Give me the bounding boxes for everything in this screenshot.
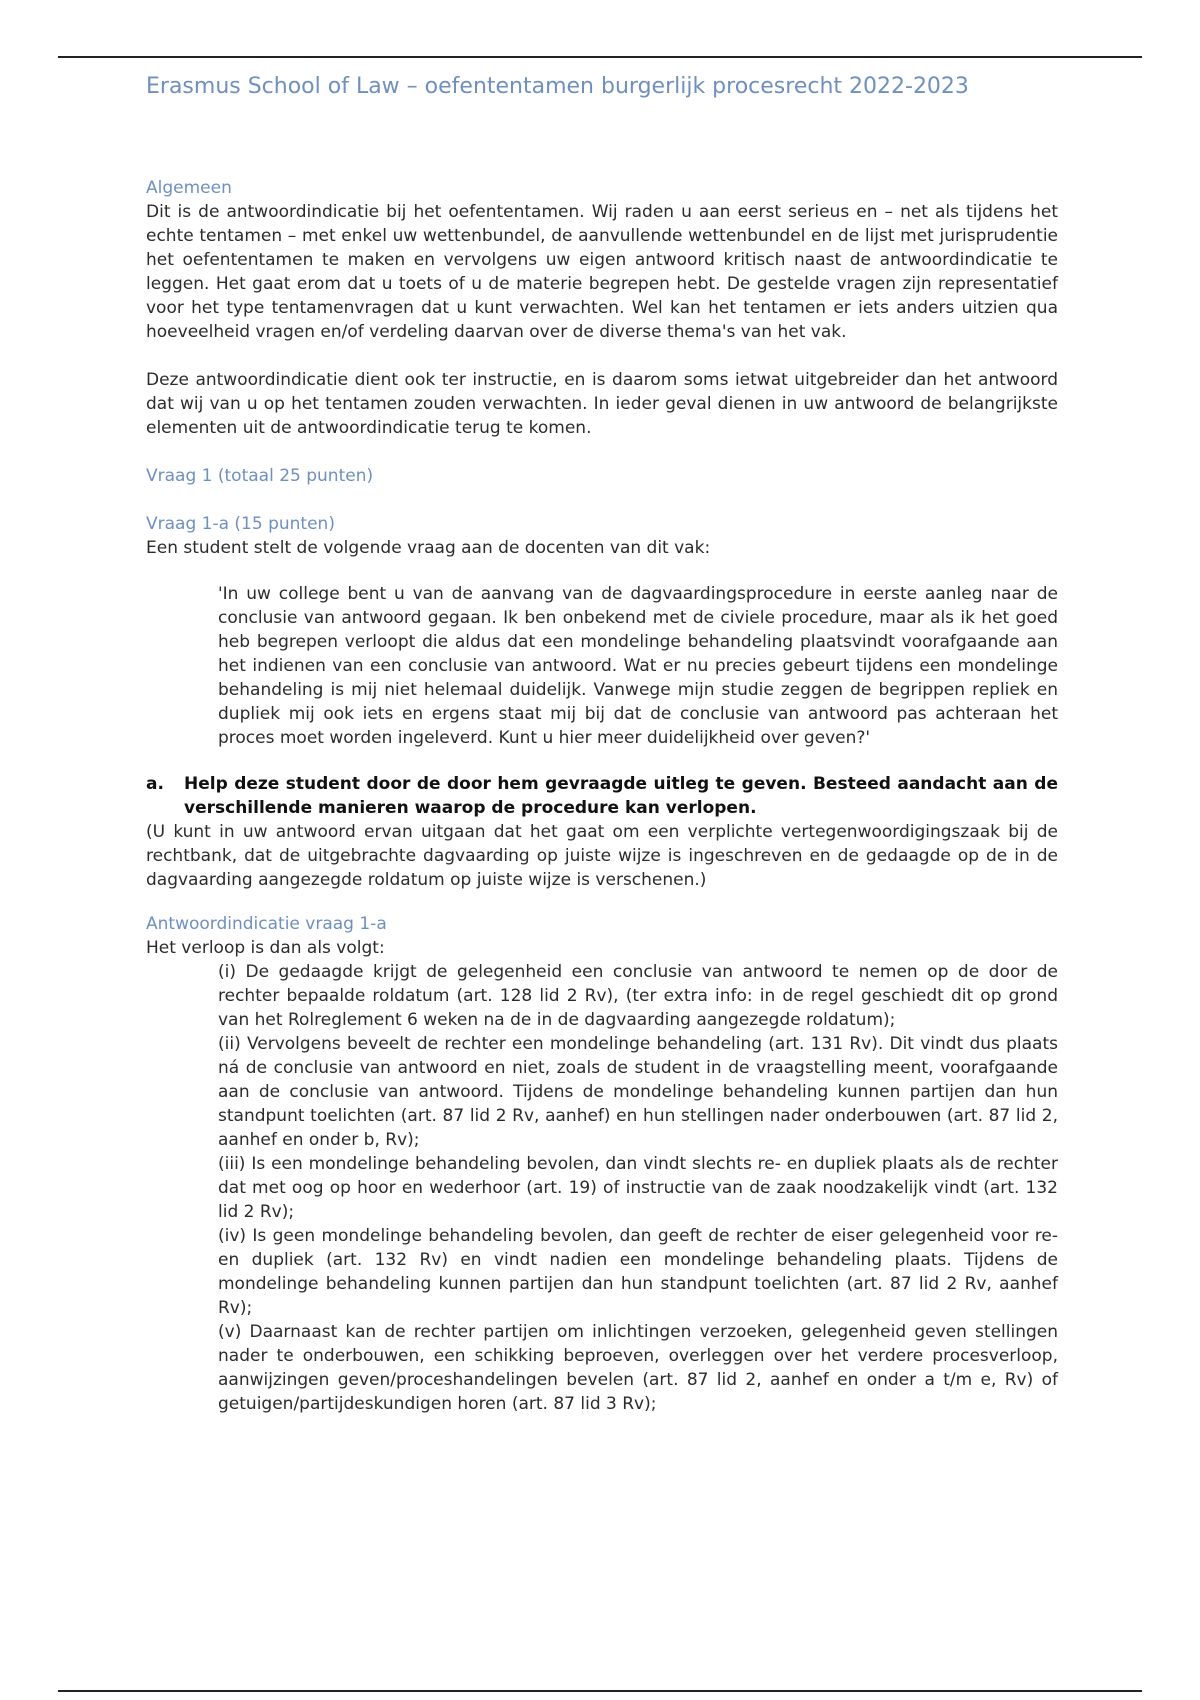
answer-item: (iv) Is geen mondelinge behandeling bevolen, dan geeft de rechter de eiser gelegenheid voor re- en dupliek (art. 132 Rv) en vindt nadien een mondelinge behandeling plaats. Tijdens de mondelinge behandeling kunnen partijen dan hun standpunt toelichten (art. 87 lid 2 Rv, aanhef Rv); (218, 1226, 1058, 1318)
question-1a-task (146, 772, 1058, 820)
general-paragraph-2: Deze antwoordindicatie dient ook ter instructie, en is daarom soms ietwat uitgebreider dan het antwoord dat wij van u op het tentamen zouden verwachten. In ieder geval dienen in uw antwoord de belangrijkste elementen uit de antwoordindicatie terug te komen. (146, 370, 1058, 438)
answer-1a-intro: Het verloop is dan als volgt: (146, 938, 385, 958)
question-1a-intro: Een student stelt de volgende vraag aan de docenten van dit vak: (146, 538, 711, 558)
answer-list (218, 960, 1058, 1416)
question-1a-heading: Vraag 1-a (15 punten) (146, 514, 335, 534)
question-1-heading: Vraag 1 (totaal 25 punten) (146, 466, 374, 486)
general-paragraph-1: Dit is de antwoordindicatie bij het oefententamen. Wij raden u aan eerst serieus en – net als tijdens het echte tentamen – met enkel uw wettenbundel, de aanvullende wettenbundel en de lijst met jurisprudentie het oefententamen te maken en vervolgens uw eigen antwoord kritisch naast de antwoordindicatie te leggen. Het gaat erom dat u toets of u de materie begrepen hebt. De gestelde vragen zijn representatief voor het type tentamenvragen dat u kunt verwachten. Wel kan het tentamen er iets anders uitzien qua hoeveelheid vragen en/of verdeling daarvan over de diverse thema's van het vak. (146, 202, 1058, 342)
document-header: Erasmus School of Law – oefententamen burgerlijk procesrecht 2022-2023 (146, 74, 969, 99)
answer-item: (v) Daarnaast kan de rechter partijen om inlichtingen verzoeken, gelegenheid geven stellingen nader te onderbouwen, een schikking beproeven, overleggen over het verdere procesverloop, aanwijzingen geven/proceshandelingen bevelen (art. 87 lid 2, aanhef en onder a t/m e, Rv) of getuigen/partijdeskundigen horen (art. 87 lid 3 Rv); (218, 1322, 1058, 1414)
question-1a-note: (U kunt in uw antwoord ervan uitgaan dat het gaat om een verplichte vertegenwoordigingszaak bij de rechtbank, dat de uitgebrachte dagvaarding op juiste wijze is ingeschreven en de gedaagde op de in de dagvaarding aangezegde roldatum op juiste wijze is verschenen.) (146, 822, 1058, 890)
section-heading-general: Algemeen (146, 178, 232, 198)
answer-item: (ii) Vervolgens beveelt de rechter een mondelinge behandeling (art. 131 Rv). Dit vindt dus plaats ná de conclusie van antwoord en niet, zoals de student in de vraagstelling meent, voorafgaande aan de conclusie van antwoord. Tijdens de mondelinge behandeling kunnen partijen dan hun standpunt toelichten (art. 87 lid 2 Rv, aanhef) en hun stellingen nader onderbouwen (art. 87 lid 2, aanhef en onder b, Rv); (218, 1034, 1058, 1150)
footer-rule (58, 1690, 1142, 1692)
question-task-text: Help deze student door de door hem gevraagde uitleg te geven. Besteed aandacht aan de verschillende manieren waarop de procedure kan verlopen. (184, 774, 1058, 818)
answer-item: (iii) Is een mondelinge behandeling bevolen, dan vindt slechts re- en dupliek plaats als de rechter dat met oog op hoor en wederhoor (art. 19) of instructie van de zaak noodzakelijk vindt (art. 132 lid 2 Rv); (218, 1154, 1058, 1222)
header-rule (58, 56, 1142, 58)
document-body (146, 176, 1058, 1416)
question-letter: a. (146, 774, 164, 794)
answer-1a-heading: Antwoordindicatie vraag 1-a (146, 914, 387, 934)
student-quote: 'In uw college bent u van de aanvang van de dagvaardingsprocedure in eerste aanleg naar de conclusie van antwoord gegaan. Ik ben onbekend met de civiele procedure, maar als ik het goed heb begrepen verloopt die aldus dat een mondelinge behandeling plaatsvindt voorafgaande aan het indienen van een conclusie van antwoord. Wat er nu precies gebeurt tijdens een mondelinge behandeling is mij niet helemaal duidelijk. Vanwege mijn studie zeggen de begrippen repliek en dupliek mij ook iets en ergens staat mij bij dat de conclusie van antwoord pas achteraan het proces moet worden ingeleverd. Kunt u hier meer duidelijkheid over geven?' (218, 584, 1058, 748)
answer-item: (i) De gedaagde krijgt de gelegenheid een conclusie van antwoord te nemen op de door de rechter bepaalde roldatum (art. 128 lid 2 Rv), (ter extra info: in de regel geschiedt dit op grond van het Rolreglement 6 weken na de in de dagvaarding aangezegde roldatum); (218, 962, 1058, 1030)
